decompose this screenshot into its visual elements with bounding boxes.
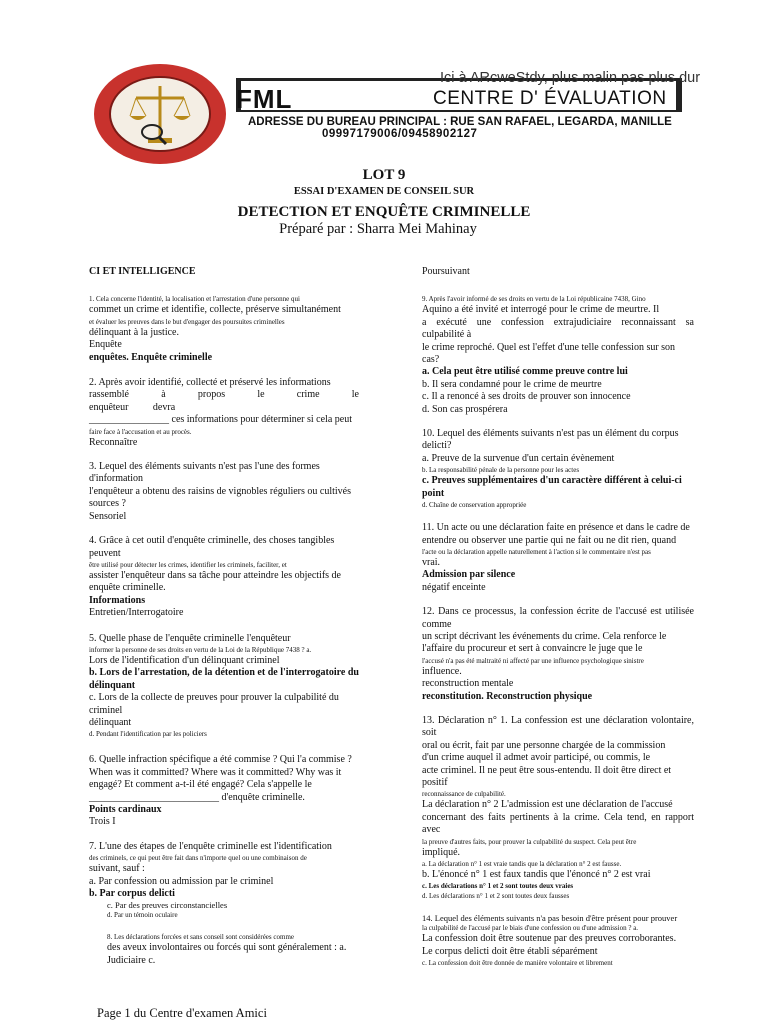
prepared-by: Préparé par : Sharra Mei Mahinay	[279, 221, 477, 237]
question-line: vrai.	[422, 556, 441, 568]
question-line: rassemblé à propos le crime le enquêteur devra	[89, 389, 359, 413]
question-line: Aquino a été invité et interrogé pour le crime de meurtre. Il	[422, 304, 660, 316]
question-line: d. Chaîne de conservation appropriée	[422, 501, 527, 510]
right-column	[422, 266, 694, 968]
question-line: a exécuté une confession extrajudiciaire reconnaissant sa culpabilité à	[422, 316, 694, 341]
lot-number: LOT 9	[362, 167, 406, 183]
answer-line: Admission par silence	[422, 569, 516, 581]
question-line: être utilisé pour détecter les crimes, identifier les criminels, faciliter, et	[89, 560, 287, 569]
question-line: négatif enceinte	[422, 581, 486, 593]
brand-centre: CENTRE D' ÉVALUATION	[433, 88, 667, 109]
office-address: ADRESSE DU BUREAU PRINCIPAL : RUE SAN RAFAEL, LEGARDA, MANILLE	[248, 116, 672, 128]
question-line: a. La déclaration n° 1 est vraie tandis que la déclaration n° 2 est fausse.	[422, 860, 622, 869]
question-line: 8. Les déclarations forcées et sans conseil sont considérées comme	[107, 933, 294, 942]
question-line: engagé? Et comment a-t-il été engagé? Cela s'appelle le	[89, 779, 312, 791]
question-line: b. Il sera condamné pour le crime de meurtre	[422, 378, 602, 390]
question-line: Lors de l'identification d'un délinquant criminel	[89, 654, 280, 666]
office-phones: 09997179006/09458902127	[322, 128, 478, 140]
banner-bottom-rule	[236, 110, 680, 112]
answer-line: b. Lors de l'arrestation, de la détention et de l'interrogatoire du	[89, 667, 359, 679]
question-line: reconnaissance de culpabilité.	[422, 790, 506, 799]
brand-fml: FML	[236, 84, 293, 114]
question-line: 3. Lequel des éléments suivants n'est pas l'une des formes d'information	[89, 461, 320, 485]
question-line: impliqué.	[422, 846, 461, 858]
question-line: Sensoriel	[89, 510, 127, 522]
question-line: concernant des faits pertinents à la crime. Cela tend, en rapport avec	[422, 811, 694, 836]
question-line: d. Son cas prospérera	[422, 403, 508, 415]
amici-seal-logo	[92, 62, 228, 166]
question-line: cas?	[422, 354, 440, 366]
question-line: 5. Quelle phase de l'enquête criminelle l'enquêteur	[89, 632, 291, 644]
question-line: influence.	[422, 665, 462, 677]
question-line: entendre ou observer une partie qui ne fait ou ne dit rien, quand	[422, 534, 677, 546]
page-footer: Page 1 du Centre d'examen Amici	[97, 1006, 267, 1020]
question-line: reconstruction mentale	[422, 678, 514, 690]
question-line: c. La confession doit être donnée de manière volontaire et librement	[422, 959, 613, 968]
question-line: 10. Lequel des éléments suivants n'est pas un élément du corpus delicti?	[422, 428, 679, 452]
answer-line: délinquant	[89, 679, 136, 691]
answer-line: Poursuivant	[422, 266, 470, 277]
question-line: b. L'énoncé n° 1 est faux tandis que l'énoncé n° 2 est vrai	[422, 869, 651, 881]
question-line: Enquête	[89, 339, 122, 351]
answer-line: point	[422, 487, 445, 499]
question-line: des aveux involontaires ou forcés qui sont généralement : a. Judiciaire c.	[107, 942, 347, 966]
question-line: la preuve d'autres faits, pour prouver la culpabilité du suspect. Cela peut être	[422, 837, 637, 846]
question-line: 2. Après avoir identifié, collecté et préservé les informations	[89, 377, 331, 389]
question-line: acte criminel. Il ne peut être sous-entendu. Il doit être direct et positif	[422, 764, 672, 788]
question-line: __________________________ d'enquête criminelle.	[89, 791, 305, 803]
question-line: Trois I	[89, 816, 116, 828]
section-heading: CI ET INTELLIGENCE	[89, 266, 196, 277]
answer-line: c. Les déclarations n° 1 et 2 sont toutes deux vraies	[422, 882, 574, 891]
question-line: a. Preuve de la survenue d'un certain évènement	[422, 452, 615, 464]
answer-line: Points cardinaux	[89, 804, 162, 815]
answer-line: Informations	[89, 594, 146, 606]
question-line: b. La responsabilité pénale de la personne pour les actes	[422, 466, 580, 475]
question-line: Le corpus delicti doit être établi séparément	[422, 945, 598, 957]
question-line: l'enquêteur a obtenu des raisins de vignobles réguliers ou cultivés	[89, 485, 352, 497]
question-line: d. Par un témoin oculaire	[107, 911, 178, 920]
question-line: 11. Un acte ou une déclaration faite en présence et dans le cadre de	[422, 522, 690, 534]
question-line: a. Par confession ou admission par le criminel	[89, 875, 274, 887]
question-line: 14. Lequel des éléments suivants n'a pas besoin d'être présent pour prouver	[422, 913, 678, 924]
question-line: et évaluer les preuves dans le but d'engager des poursuites criminelles	[89, 317, 285, 326]
question-line: l'acte ou la déclaration appelle naturellement à l'action si le commentaire n'est pas	[422, 547, 651, 556]
question-line: délinquant	[89, 716, 132, 728]
question-line: l'accusé n'a pas été maltraité ni affecté par une influence psychologique sinistre	[422, 656, 644, 665]
question-line: c. Lors de la collecte de preuves pour prouver la culpabilité du criminel	[89, 692, 339, 716]
question-line: 6. Quelle infraction spécifique a été commise ? Qui l'a commise ?	[89, 754, 352, 766]
answer-line: a. Cela peut être utilisé comme preuve contre lui	[422, 366, 628, 378]
question-line: Reconnaître	[89, 436, 138, 448]
question-line: enquête criminelle.	[89, 582, 166, 594]
question-line: assister l'enquêteur dans sa tâche pour atteindre les objectifs de	[89, 569, 341, 581]
question-line: la culpabilité de l'accusé par le biais d'une confession ou d'une admission ? a.	[422, 924, 639, 933]
question-line: 12. Dans ce processus, la confession écrite de l'accusé est utilisée comme	[422, 606, 694, 630]
question-line: La déclaration n° 2 L'admission est une déclaration de l'accusé	[422, 799, 673, 811]
question-line: d. Les déclarations n° 1 et 2 sont toutes deux fausses	[422, 892, 570, 901]
answer-line: reconstitution. Reconstruction physique	[422, 690, 593, 702]
question-line: ________________ ces informations pour déterminer si cela peut	[89, 414, 352, 426]
question-line: faire face à l'accusation et au procès.	[89, 427, 192, 436]
question-line: sources ?	[89, 498, 126, 510]
question-line: d. Pendant l'identification par les policiers	[89, 730, 207, 739]
question-line: 1. Cela concerne l'identité, la localisation et l'arrestation d'une personne qui	[89, 295, 300, 304]
banner-slogan: Ici à ARcweStdy, plus malin pas plus dur	[440, 70, 701, 86]
answer-line: c. Preuves supplémentaires d'un caractère différent à celui-ci	[422, 475, 682, 487]
exam-type: ESSAI D'EXAMEN DE CONSEIL SUR	[293, 186, 475, 197]
left-column	[89, 266, 359, 967]
question-line: des criminels, ce qui peut être fait dans n'importe quel ou une combinaison de	[89, 854, 307, 863]
question-line: commet un crime et identifie, collecte, préserve simultanément	[89, 304, 341, 316]
question-line: informer la personne de ses droits en vertu de la Loi de la République 7438 ? a.	[89, 645, 312, 654]
answer-line: b. Par corpus delicti	[89, 888, 175, 900]
question-line: suivant, sauf :	[89, 863, 145, 875]
question-line: When was it committed? Where was it committed? Why was it	[89, 766, 342, 778]
question-line: c. Par des preuves circonstancielles	[107, 900, 228, 911]
question-line: Entretien/Interrogatoire	[89, 607, 184, 619]
question-line: 7. L'une des étapes de l'enquête criminelle est l'identification	[89, 840, 332, 852]
question-line: 4. Grâce à cet outil d'enquête criminelle, des choses tangibles peuvent	[89, 535, 335, 559]
question-line: l'affaire du procureur et sert à convaincre le juge que le	[422, 643, 643, 655]
answer-line: enquêtes. Enquête criminelle	[89, 351, 213, 363]
exam-subject: DETECTION ET ENQUÊTE CRIMINELLE	[237, 204, 531, 220]
question-line: le crime reproché. Quel est l'effet d'une telle confession sur son	[422, 341, 676, 353]
question-line: oral ou écrit, fait par une personne chargée de la commission	[422, 739, 666, 751]
question-line: c. Il a renoncé à ses droits de prouver son innocence	[422, 391, 631, 403]
question-line: La confession doit être soutenue par des preuves corroborantes.	[422, 933, 677, 945]
question-line: un script décrivant les événements du crime. Cela renforce le	[422, 630, 667, 642]
question-line: 9. Après l'avoir informé de ses droits en vertu de la Loi républicaine 7438, Gino	[422, 295, 646, 304]
question-line: d'un crime auquel il admet avoir participé, ou commis, le	[422, 752, 651, 764]
question-line: 13. Déclaration n° 1. La confession est une déclaration volontaire, soit	[422, 714, 694, 739]
question-line: délinquant à la justice.	[89, 326, 179, 338]
